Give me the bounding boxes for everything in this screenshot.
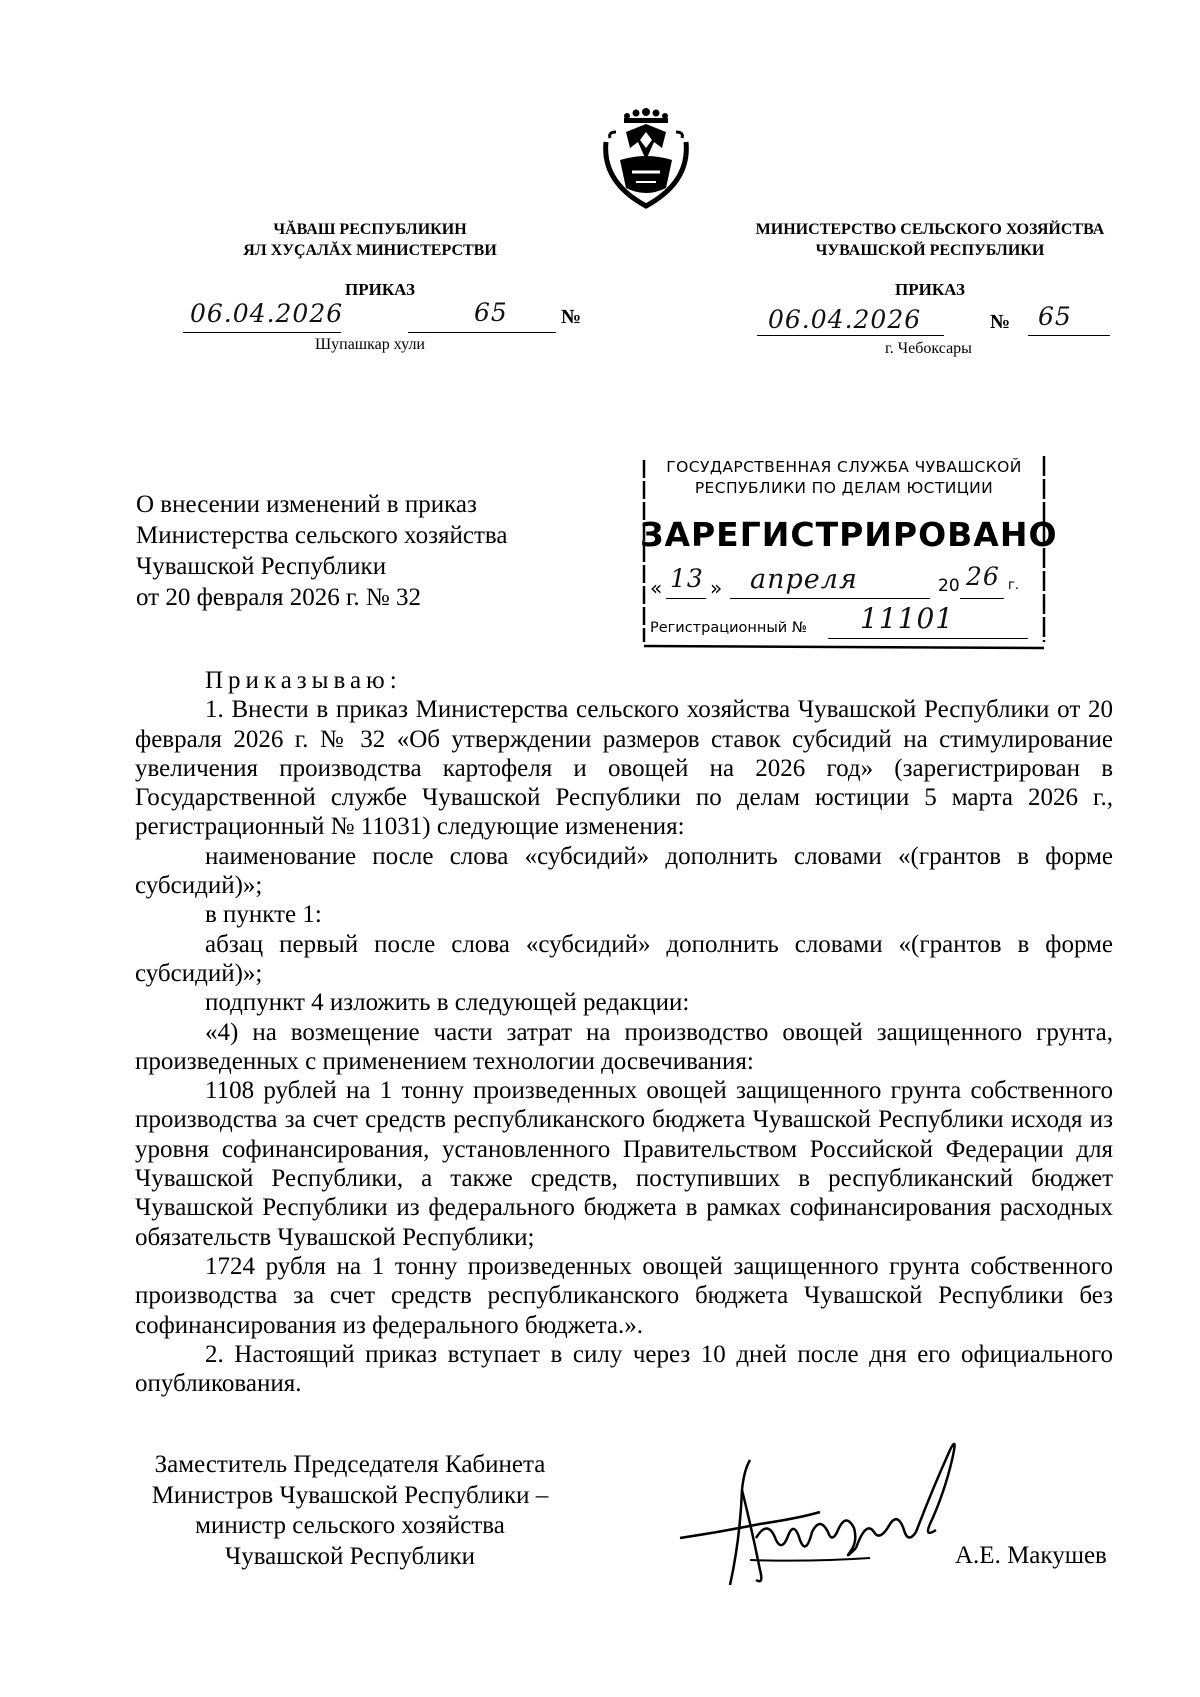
left-number: 65	[474, 298, 508, 327]
signatory-position-line: Министров Чувашской Республики –	[151, 1481, 549, 1509]
document-title-line: Чувашской Республики	[136, 553, 387, 580]
paragraph: 1108 рублей на 1 тонну произведенных овощей защищенного грунта собственного производства за счет средств республиканского бюджета Чувашской Республики исходя из уровня софинансирования, установленного Правительством Российской Федерации для Чувашской Республики, а также средств, поступивших в республиканский бюджет Чувашской Республики из федерального бюджета в рамках софинансирования расходных обязательств Чувашской Республики;	[135, 1077, 1113, 1251]
document-title-line: от 20 февраля 2026 г. № 32	[136, 584, 422, 611]
paragraph: «4) на возмещение части затрат на производство овощей защищенного грунта, произведенных с применением технологии досвечивания:	[135, 1018, 1113, 1075]
signatory-name: А.Е. Макушев	[955, 1542, 1107, 1569]
stamp-title: ЗАРЕГИСТРИРОВАНО	[640, 515, 1058, 554]
stamp-open-quote: «	[650, 576, 663, 600]
right-number-sign: №	[990, 311, 1011, 333]
stamp-year-suffix: 26	[966, 562, 1000, 591]
signatory-position-line: Чувашской Республики	[224, 1542, 476, 1570]
stamp-year-g: г.	[1008, 578, 1019, 593]
document-body	[135, 666, 1113, 1398]
ministry-name-chuvash-line1: ЧĂВАШ РЕСПУБЛИКИН	[273, 221, 467, 238]
emblem-icon	[596, 102, 696, 210]
paragraph: в пункте 1:	[205, 901, 322, 929]
order-heading: Приказываю:	[205, 667, 402, 694]
paragraph: 1. Внести в приказ Министерства сельского хозяйства Чувашской Республики от 20 февраля 2026 г. № 32 «Об утверждении размеров ставок субсидий на стимулирование увеличения производства картофеля и овощей на 2026 год» (зарегистрирован в Государственной службе Чувашской Республики по делам юстиции 5 марта 2026 г., регистрационный № 11031) следующие изменения:	[135, 696, 1113, 841]
right-date: 06.04.2026	[768, 305, 922, 334]
order-label-left: ПРИКАЗ	[345, 280, 415, 299]
paragraph: наименование после слова «субсидий» дополнить словами «(грантов в форме субсидий)»;	[135, 842, 1113, 900]
paragraph: 1724 рубля на 1 тонну произведенных овощей защищенного грунта собственного производства за счет средств республиканского бюджета Чувашской Республики без софинансирования из федерального бюджета.».	[135, 1252, 1113, 1339]
document-title-line: О внесении изменений в приказ	[136, 491, 477, 518]
stamp-line2: РЕСПУБЛИКИ ПО ДЕЛАМ ЮСТИЦИИ	[694, 479, 994, 497]
stamp-day: 13	[670, 564, 704, 593]
document-title	[136, 489, 576, 613]
right-city: г. Чебоксары	[885, 340, 972, 357]
right-number: 65	[1038, 302, 1072, 331]
ministry-name-chuvash-line2: ЯЛ ХУҪАЛĂХ МИНИСТЕРСТВИ	[243, 242, 497, 259]
ministry-name-russian-line1: МИНИСТЕРСТВО СЕЛЬСКОГО ХОЗЯЙСТВА	[755, 221, 1105, 238]
handwritten-signature	[660, 1420, 990, 1595]
paragraph: 2. Настоящий приказ вступает в силу через 10 дней после дня его официального опубликования.	[135, 1340, 1113, 1398]
stamp-reg-label: Регистрационный №	[650, 620, 807, 636]
order-label-right: ПРИКАЗ	[895, 280, 965, 299]
ministry-name-russian-line2: ЧУВАШСКОЙ РЕСПУБЛИКИ	[815, 242, 1045, 259]
stamp-reg-number: 11101	[860, 602, 955, 635]
paragraph: подпункт 4 изложить в следующей редакции:	[205, 989, 690, 1017]
stamp-line1: ГОСУДАРСТВЕННАЯ СЛУЖБА ЧУВАШСКОЙ	[666, 458, 1022, 476]
stamp-year-prefix: 20	[938, 576, 960, 596]
left-city: Шупашкар хули	[315, 336, 425, 353]
ministry-name-russian	[740, 219, 1120, 261]
stamp-reg-row	[650, 602, 1040, 642]
left-date: 06.04.2026	[190, 299, 344, 328]
stamp-close-quote: »	[710, 576, 723, 600]
stamp-date-row	[650, 562, 1040, 602]
left-number-sign: №	[561, 306, 582, 328]
stamp-month: апреля	[750, 564, 858, 595]
signatory-position-line: министр сельского хозяйства	[195, 1512, 505, 1539]
paragraph: абзац первый после слова «субсидий» дополнить словами «(грантов в форме субсидий)»;	[135, 930, 1113, 987]
document-title-line: Министерства сельского хозяйства	[136, 522, 508, 549]
signatory-position-line: Заместитель Председателя Кабинета	[154, 1451, 546, 1478]
ministry-name-chuvash	[230, 219, 510, 261]
signatory-position	[130, 1450, 570, 1572]
registration-stamp	[640, 452, 1058, 650]
